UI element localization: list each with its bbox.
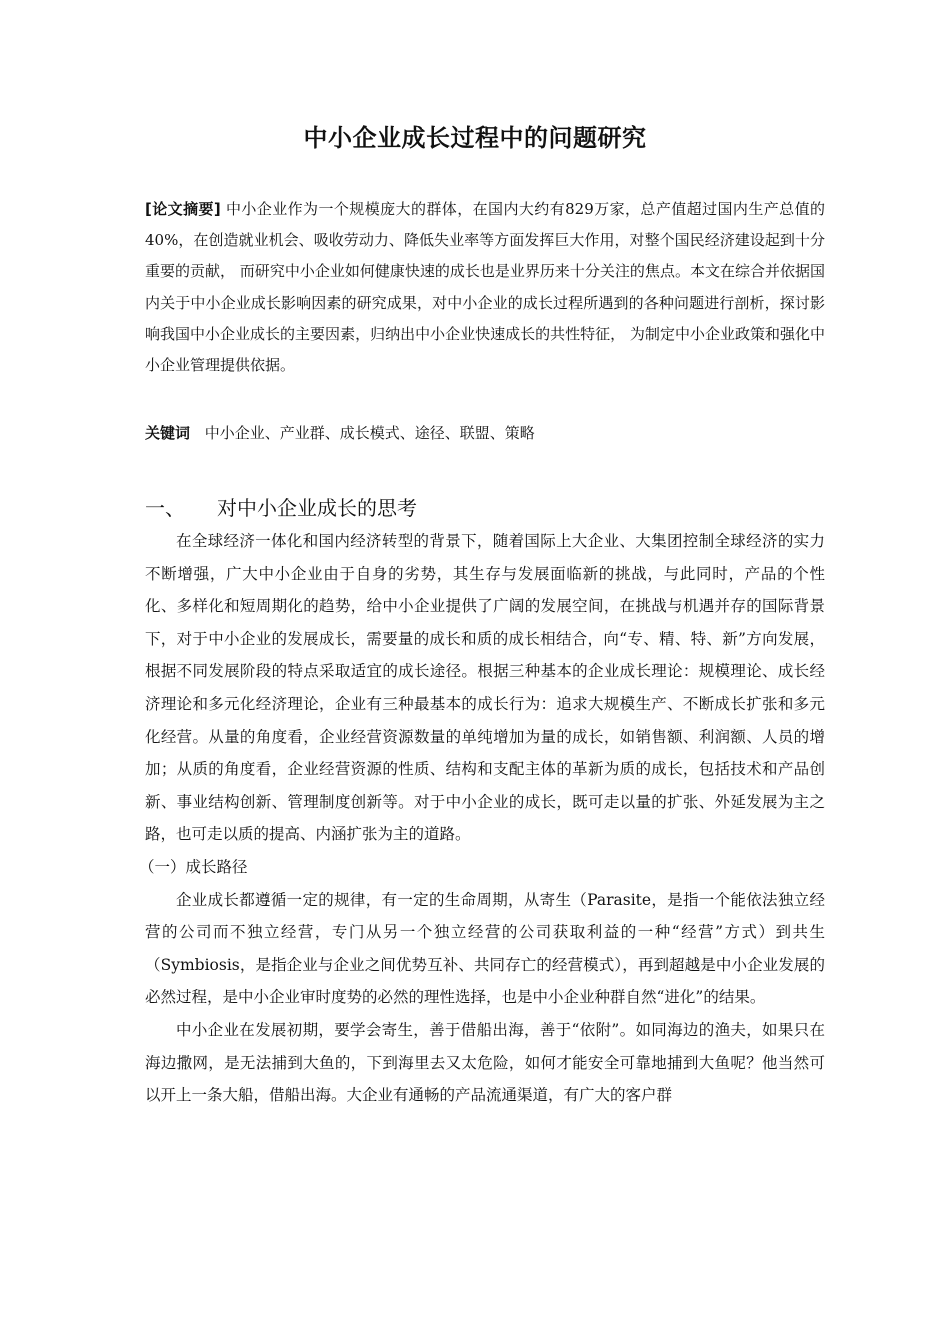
section-heading xyxy=(145,492,417,521)
abstract xyxy=(145,194,825,381)
paragraph: 中小企业在发展初期，要学会寄生，善于借船出海，善于“依附”。如同海边的渔夫，如果只在海边撒网，是无法捕到大鱼的，下到海里去又太危险，如何才能安全可靠地捕到大鱼呢？他当然可以开上一条大船，借船出海。大企业有通畅的产品流通渠道，有广大的客户群 xyxy=(145,1020,825,1105)
body-text xyxy=(139,525,825,1112)
abstract-text: 中小企业作为一个规模庞大的群体，在国内大约有829万家，总产值超过国内生产总值的40%，在创造就业机会、吸收劳动力、降低失业率等方面发挥巨大作用，对整个国民经济建设起到十分重要的贡献， 而研究中小企业如何健康快速的成长也是业界历来十分关注的焦点。本文在综合并依据国内关于中小企业成长影响因素的研究成果，对中小企业的成长过程所遇到的各种问题进行剖析，探讨影响我国中小企业成长的主要因素，归纳出中小企业快速成长的共性特征， 为制定中小企业政策和强化中小企业管理提供依据。 xyxy=(145,200,825,375)
paragraph: 企业成长都遵循一定的规律，有一定的生命周期，从寄生（Parasite，是指一个能依法独立经营的公司而不独立经营，专门从另一个独立经营的公司获取利益的一种“经营”方式）到共生（Symbiosis，是指企业与企业之间优势互补、共同存亡的经营模式），再到超越是中小企业发展的必然过程，是中小企业审时度势的必然的理性选择，也是中小企业种群自然“进化”的结果。 xyxy=(145,890,825,1007)
section-title: 对中小企业成长的思考 xyxy=(217,496,417,520)
keywords-label: 关键词 xyxy=(145,424,191,442)
paragraph: 在全球经济一体化和国内经济转型的背景下，随着国际上大企业、大集团控制全球经济的实力不断增强，广大中小企业由于自身的劣势，其生存与发展面临新的挑战，与此同时，产品的个性化、多样化和短周期化的趋势，给中小企业提供了广阔的发展空间，在挑战与机遇并存的国际背景下，对于中小企业的发展成长，需要量的成长和质的成长相结合，向“专、精、特、新”方向发展，根据不同发展阶段的特点采取适宜的成长途径。根据三种基本的企业成长理论：规模理论、成长经济理论和多元化经济理论，企业有三种最基本的成长行为：追求大规模生产、不断成长扩张和多元化经营。从量的角度看，企业经营资源数量的单纯增加为量的成长，如销售额、利润额、人员的增加；从质的角度看，企业经营资源的性质、结构和支配主体的革新为质的成长，包括技术和产品创新、事业结构创新、管理制度创新等。对于中小企业的成长，既可走以量的扩张、外延发展为主之路，也可走以质的提高、内涵扩张为主的道路。 xyxy=(145,532,825,844)
subsection-heading: （一）成长路径 xyxy=(139,857,248,876)
page-title: 中小企业成长过程中的问题研究 xyxy=(303,124,647,152)
abstract-label: [论文摘要] xyxy=(145,200,221,218)
keywords xyxy=(145,421,825,445)
section-number: 一、 xyxy=(145,496,185,520)
keywords-text: 中小企业、产业群、成长模式、途径、联盟、策略 xyxy=(204,424,535,442)
